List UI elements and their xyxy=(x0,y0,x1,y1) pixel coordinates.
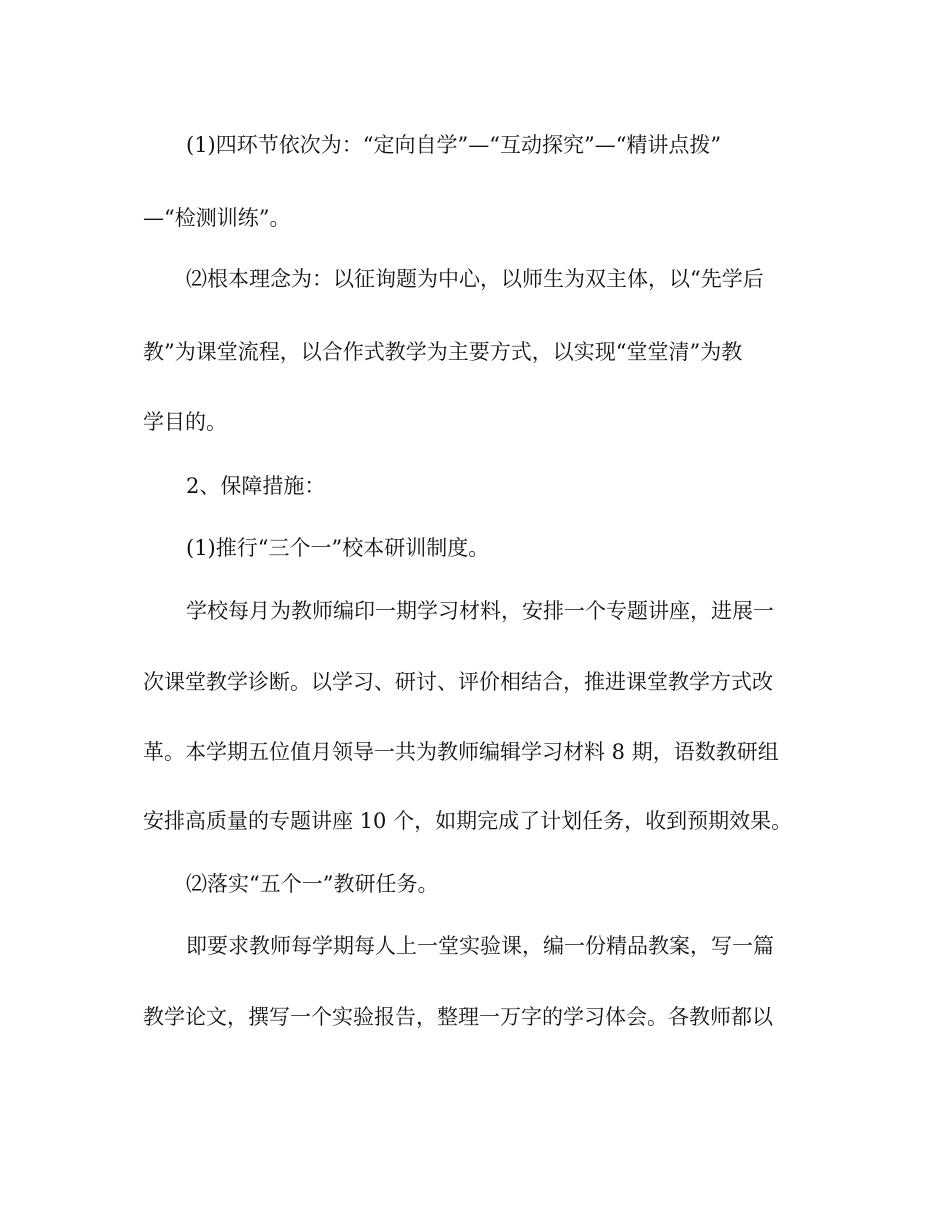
text-line-1: (1)四环节依次为：“定向自学”—“互动探究”—“精讲点拨” xyxy=(186,133,722,157)
text-line-8: 学校每月为教师编印一期学习材料，安排一个专题讲座，进展一 xyxy=(186,599,774,623)
text-line-5: 学目的。 xyxy=(143,410,227,434)
text-line-6: 2、保障措施： xyxy=(186,474,326,498)
text-line-4: 教”为课堂流程，以合作式教学为主要方式，以实现“堂堂清”为教 xyxy=(143,340,743,364)
text-line-3: ⑵根本理念为：以征询题为中心，以师生为双主体，以“先学后 xyxy=(186,267,764,291)
text-line-12: ⑵落实“五个一”教研任务。 xyxy=(186,872,439,896)
text-line-10: 革。本学期五位值月领导一共为教师编辑学习材料 8 期，语数教研组 xyxy=(143,740,779,764)
text-line-11: 安排高质量的专题讲座 10 个，如期完成了计划任务，收到预期效果。 xyxy=(143,809,793,833)
text-line-13: 即要求教师每学期每人上一堂实验课，编一份精品教案，写一篇 xyxy=(186,934,774,958)
text-line-9: 次课堂教学诊断。以学习、研讨、评价相结合，推进课堂教学方式改 xyxy=(143,670,773,694)
text-line-2: —“检测训练”。 xyxy=(143,206,291,230)
text-line-14: 教学论文，撰写一个实验报告，整理一万字的学习体会。各教师都以 xyxy=(143,1005,773,1029)
text-line-7: (1)推行“三个一”校本研训制度。 xyxy=(186,536,490,560)
